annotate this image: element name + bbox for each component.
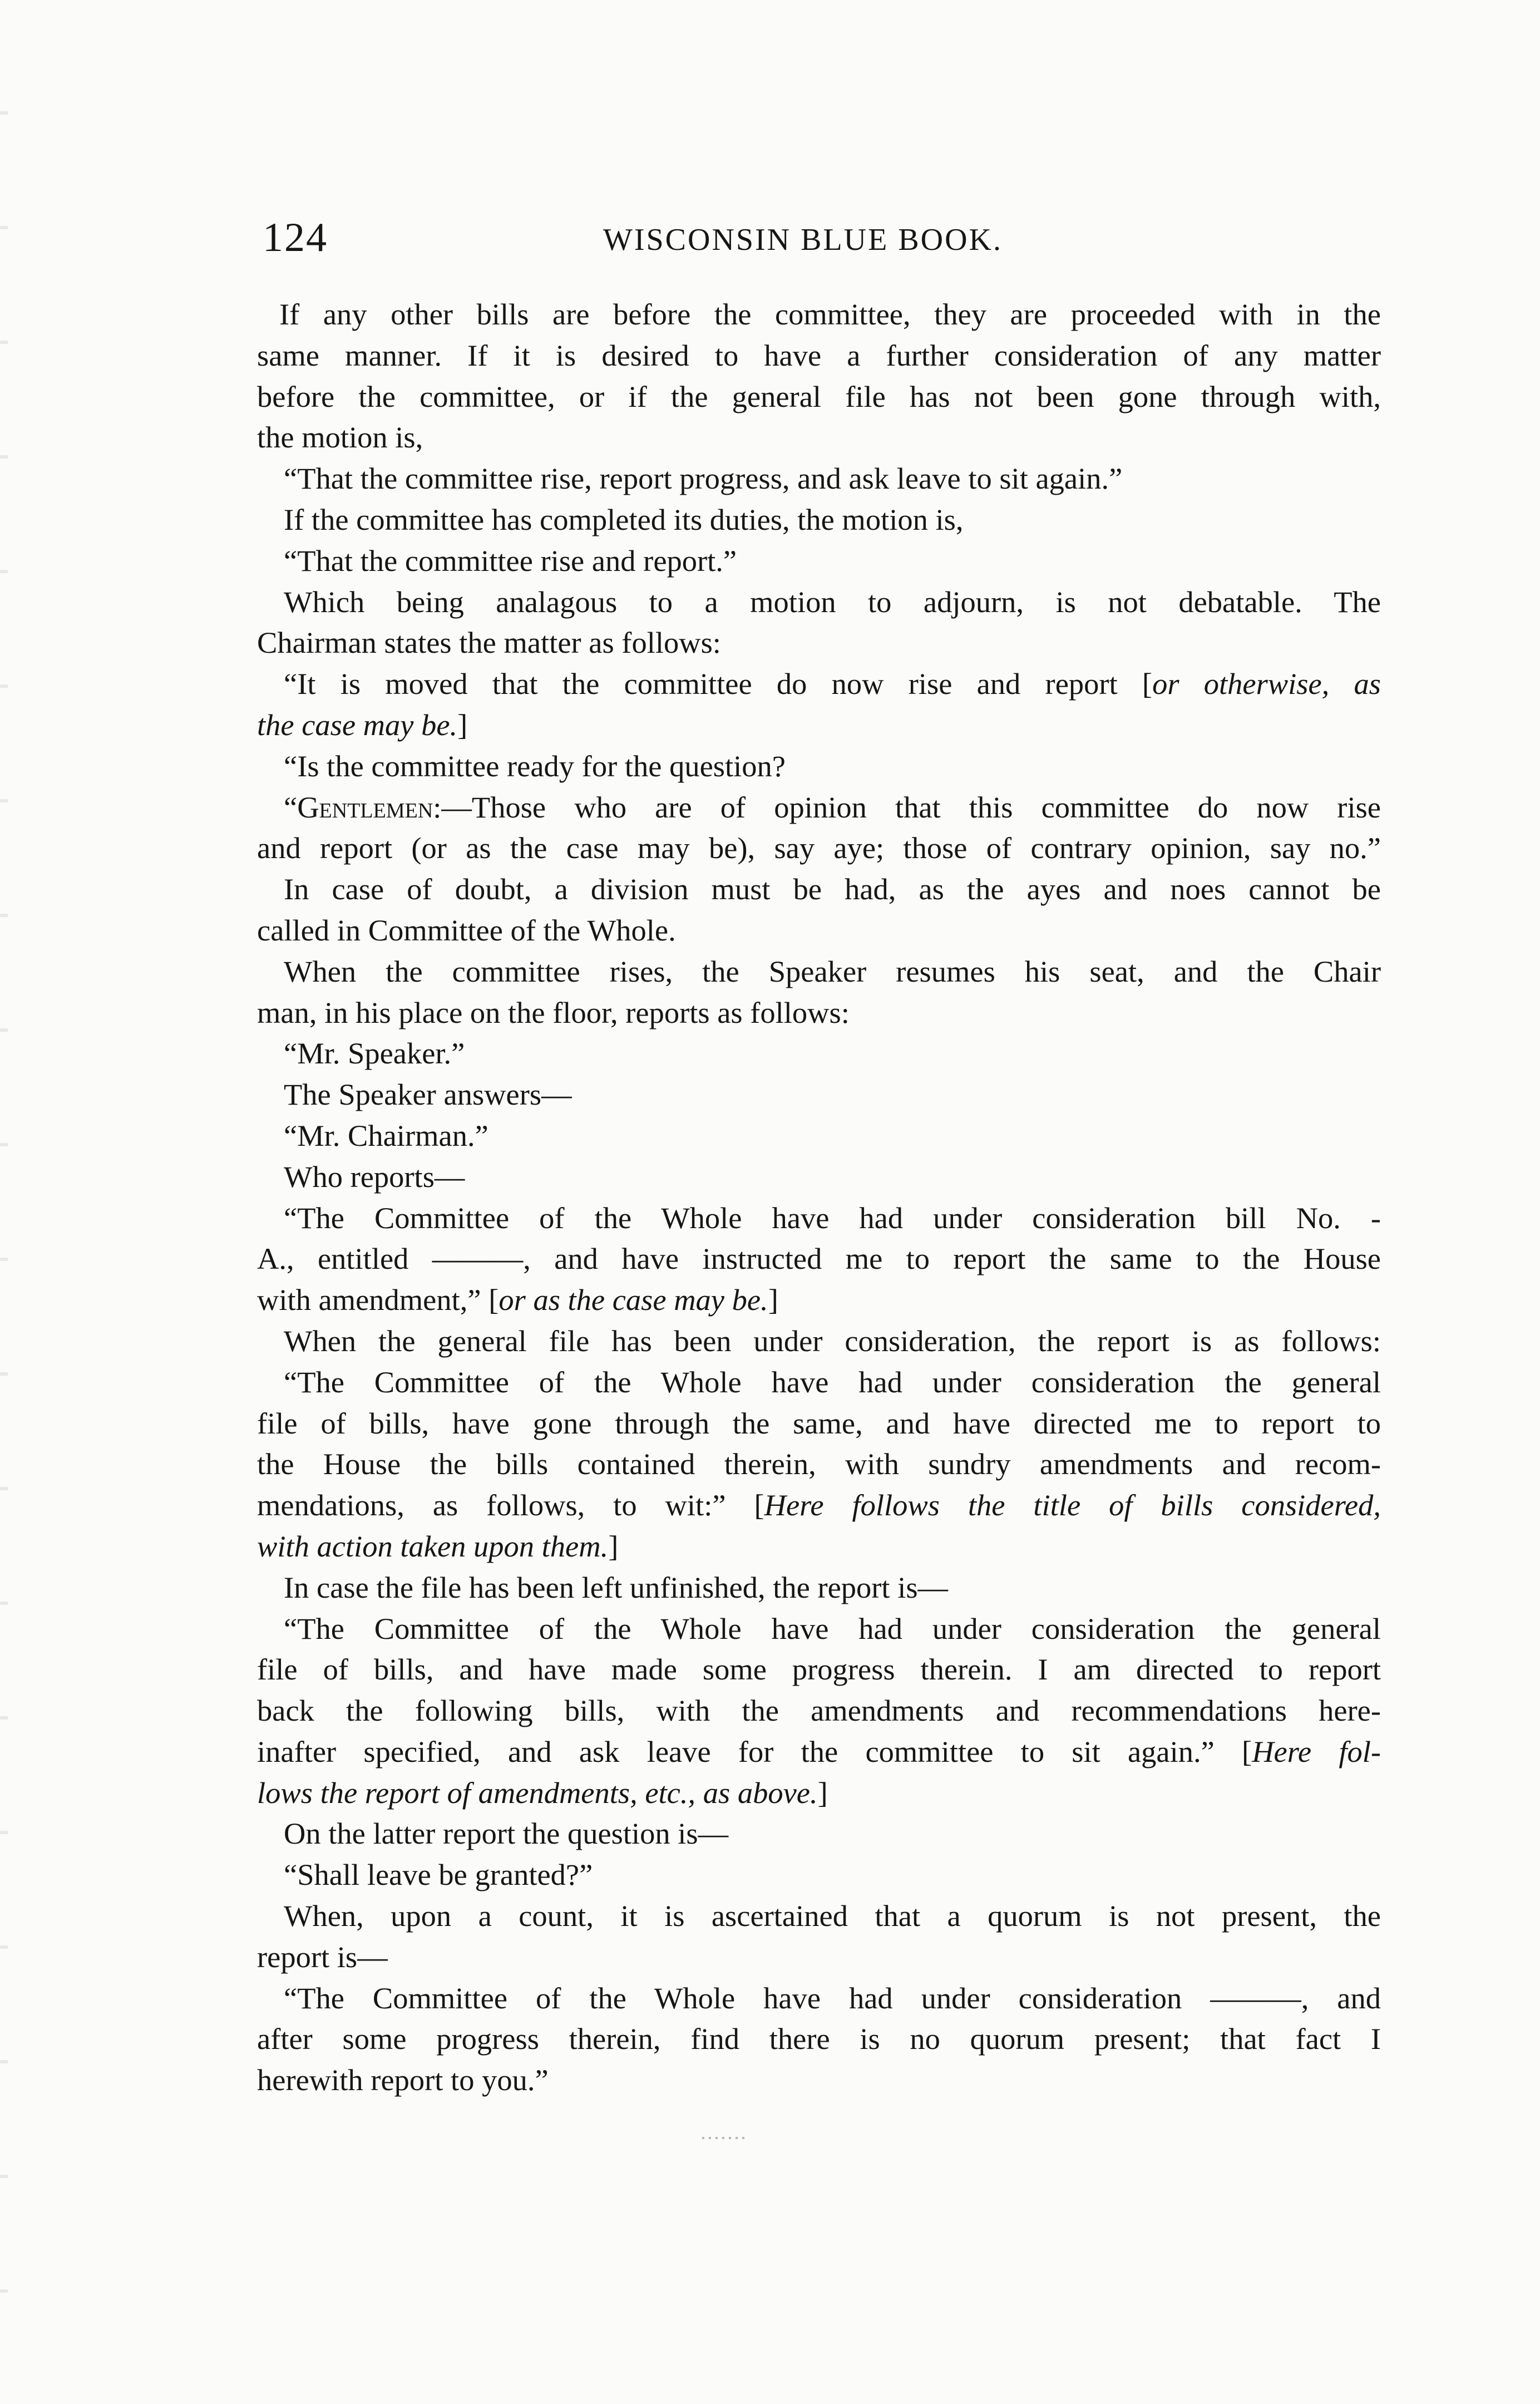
text-line: the House the bills contained therein, with sundry amendments and recom- [257, 1447, 1381, 1481]
text-line: Chairman states the matter as follows: [257, 625, 721, 660]
quoted-motion: “That the committee rise and report.” [284, 543, 737, 578]
text-line: “The Committee of the Whole have had under consideration the general [284, 1364, 1381, 1399]
text-line: “The Committee of the Whole have had under consideration the general [284, 1611, 1381, 1646]
quoted-address: “Mr. Chairman.” [284, 1118, 488, 1152]
quoted-motion: “That the committee rise, report progress, and ask leave to sit again.” [284, 461, 1123, 496]
small-caps-word: “Gentlemen [284, 790, 433, 824]
italic-note: or otherwise, as [1152, 667, 1381, 701]
text-line: after some progress therein, find there is no quorum present; that fact I [257, 2022, 1381, 2056]
text-line: In case of doubt, a division must be had, as the ayes and noes cannot be [284, 872, 1381, 907]
text-line: report is— [257, 1939, 388, 1974]
italic-note: Here follows the title of bills considered, [764, 1488, 1381, 1523]
text-span: ] [608, 1529, 619, 1563]
text-span: “It is moved that the committee do now rise and report [ [284, 667, 1153, 701]
text-line: Which being analagous to a motion to adjourn, is not debatable. The [284, 584, 1381, 619]
text-line [257, 787, 1381, 828]
text-line [257, 1526, 1381, 1567]
page-number: 124 [263, 215, 328, 260]
text-line: file of bills, and have made some progress therein. I am directed to report [257, 1652, 1381, 1687]
quoted-question: “Shall leave be granted?” [284, 1858, 593, 1892]
text-line: If any other bills are before the committee, they are proceeded with in the [279, 297, 1381, 331]
text-span: ] [457, 707, 468, 742]
text-line: back the following bills, with the amendments and recommendations here- [257, 1693, 1381, 1728]
text-line: same manner. If it is desired to have a further consideration of any matter [257, 338, 1381, 372]
italic-note: the case may be. [257, 707, 458, 742]
text-line: the motion is, [257, 420, 423, 455]
text-line: Who reports— [284, 1159, 465, 1194]
page-body [257, 294, 1381, 2101]
quoted-question: “Is the committee ready for the question? [284, 748, 786, 783]
text-line: When the general file has been under consideration, the report is as follows: [284, 1323, 1381, 1358]
text-line: The Speaker answers— [284, 1077, 572, 1112]
page-edge-shadow [0, 0, 8, 2404]
text-span: :—Those who are of opinion that this committee do now rise [433, 790, 1381, 824]
text-span: mendations, as follows, to wit:” [ [257, 1488, 764, 1523]
running-title: WISCONSIN BLUE BOOK. [603, 223, 1003, 257]
text-line: In case the file has been left unfinished, the report is— [284, 1570, 949, 1604]
text-line: A., entitled ———, and have instructed me to report the same to the House [257, 1242, 1381, 1276]
text-line: “The Committee of the Whole have had under consideration ———, and [284, 1981, 1381, 2015]
text-line: When the committee rises, the Speaker resumes his seat, and the Chair [284, 954, 1381, 988]
italic-note: lows the report of amendments, etc., as above. [257, 1775, 818, 1810]
text-line: called in Committee of the Whole. [257, 913, 676, 947]
page-header [263, 214, 1375, 264]
text-line: and report (or as the case may be), say aye; those of contrary opinion, say no.” [257, 831, 1381, 865]
text-line: When, upon a count, it is ascertained that a quorum is not present, the [284, 1899, 1381, 1933]
italic-note: or as the case may be. [498, 1283, 768, 1317]
text-line [257, 1772, 1381, 1814]
text-span: ] [768, 1283, 778, 1317]
text-span: inafter specified, and ask leave for the committee to sit again.” [ [257, 1734, 1252, 1768]
text-line: On the latter report the question is— [284, 1816, 729, 1851]
text-line [257, 1731, 1381, 1772]
text-line: If the committee has completed its duties, the motion is, [284, 502, 964, 536]
text-line: herewith report to you.” [257, 2063, 549, 2097]
text-line [257, 705, 1381, 746]
text-line [257, 663, 1381, 705]
text-line: man, in his place on the floor, reports as follows: [257, 995, 850, 1029]
text-span: ] [817, 1775, 828, 1810]
italic-note: Here fol- [1252, 1734, 1381, 1768]
text-line [257, 1485, 1381, 1526]
text-line: “The Committee of the Whole have had under consideration bill No. - [284, 1200, 1381, 1235]
quoted-address: “Mr. Speaker.” [284, 1036, 465, 1071]
text-line: before the committee, or if the general file has not been gone through with, [257, 379, 1381, 413]
footer-mark [702, 2137, 747, 2139]
italic-note: with action taken upon them. [257, 1529, 609, 1563]
text-line [257, 1279, 1381, 1321]
text-line: file of bills, have gone through the same, and have directed me to report to [257, 1406, 1381, 1440]
text-span: with amendment,” [ [257, 1283, 499, 1317]
